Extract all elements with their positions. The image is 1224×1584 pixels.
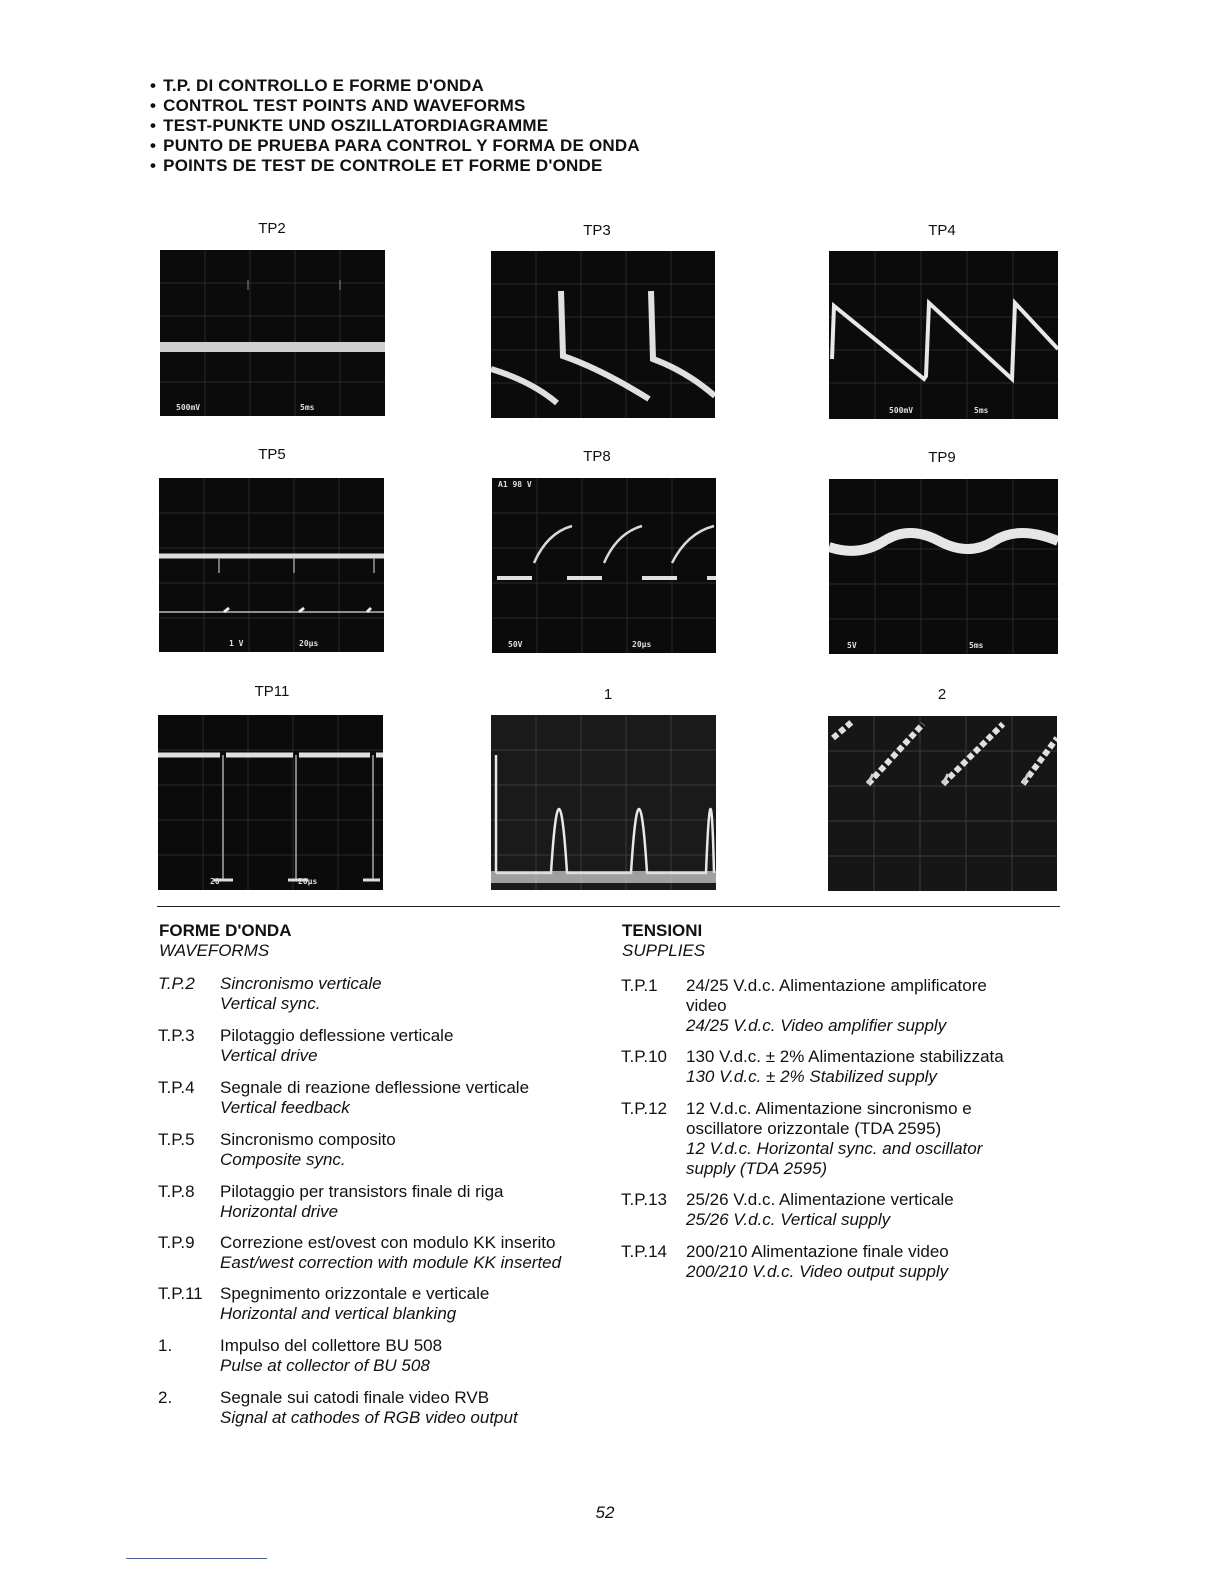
waveform-tp3 <box>491 251 715 418</box>
hud-volts: 50V <box>508 640 523 649</box>
title-french: • POINTS DE TEST DE CONTROLE ET FORME D'ONDE <box>150 156 640 176</box>
supplies-subtitle: SUPPLIES <box>622 941 706 960</box>
hud-time: 20µs <box>299 639 319 648</box>
graticule <box>160 250 385 416</box>
hud-volts: 500mV <box>176 403 201 412</box>
waveform-tp9 <box>829 479 1058 654</box>
scope-tp4 <box>829 251 1058 419</box>
hud-volts: 5V <box>847 641 857 650</box>
scope-label-tp8: TP8 <box>583 448 611 465</box>
scope-label-2: 2 <box>937 686 947 703</box>
waveform-tp5 <box>159 478 384 652</box>
title-spanish: • PUNTO DE PRUEBA PARA CONTROL Y FORMA DE ONDA <box>150 136 640 156</box>
hud-time: 5ms <box>969 641 984 650</box>
waveform-tp4 <box>829 251 1058 419</box>
title-german: • TEST-PUNKTE UND OSZILLATORDIAGRAMME <box>150 116 640 136</box>
hud-time: 5ms <box>300 403 315 412</box>
scope-label-tp3: TP3 <box>583 222 611 239</box>
link-underline <box>126 1558 267 1559</box>
scope-2 <box>828 716 1057 891</box>
waveform-tp2 <box>160 250 385 416</box>
hud-header: A1 98 V <box>498 480 532 489</box>
scope-label-tp9: TP9 <box>928 449 956 466</box>
waveform-2 <box>828 716 1057 891</box>
hud-volts: 1 V <box>229 639 244 648</box>
waveform-tp8 <box>492 478 716 653</box>
hud-volts: 500mV <box>889 406 914 415</box>
scope-tp3 <box>491 251 715 418</box>
scope-1 <box>491 715 716 890</box>
hud-volts: 20 <box>210 877 220 886</box>
title-block <box>150 76 640 176</box>
scope-tp9 <box>829 479 1058 654</box>
waveforms-subtitle: WAVEFORMS <box>159 941 270 960</box>
section-divider <box>157 906 1060 907</box>
scope-tp8 <box>492 478 716 653</box>
scope-label-tp5: TP5 <box>258 446 286 463</box>
hud-time: 20µs <box>632 640 652 649</box>
waveform-tp11 <box>158 715 383 890</box>
scope-label-tp2: TP2 <box>258 220 286 237</box>
scope-label-tp11: TP11 <box>254 683 290 700</box>
page-number: 52 <box>595 1503 615 1522</box>
hud-time: 20µs <box>298 877 318 886</box>
scope-tp11 <box>158 715 383 890</box>
scope-tp5 <box>159 478 384 652</box>
supplies-title: TENSIONI <box>622 921 703 940</box>
trace-band <box>160 342 385 352</box>
title-english: • CONTROL TEST POINTS AND WAVEFORMS <box>150 96 640 116</box>
waveforms-title: FORME D'ONDA <box>159 921 292 940</box>
waveform-1 <box>491 715 716 890</box>
title-italian: • T.P. DI CONTROLLO E FORME D'ONDA <box>150 76 640 96</box>
scope-label-tp4: TP4 <box>928 222 956 239</box>
hud-time: 5ms <box>974 406 989 415</box>
scope-label-1: 1 <box>603 686 613 703</box>
scope-tp2 <box>160 250 385 416</box>
